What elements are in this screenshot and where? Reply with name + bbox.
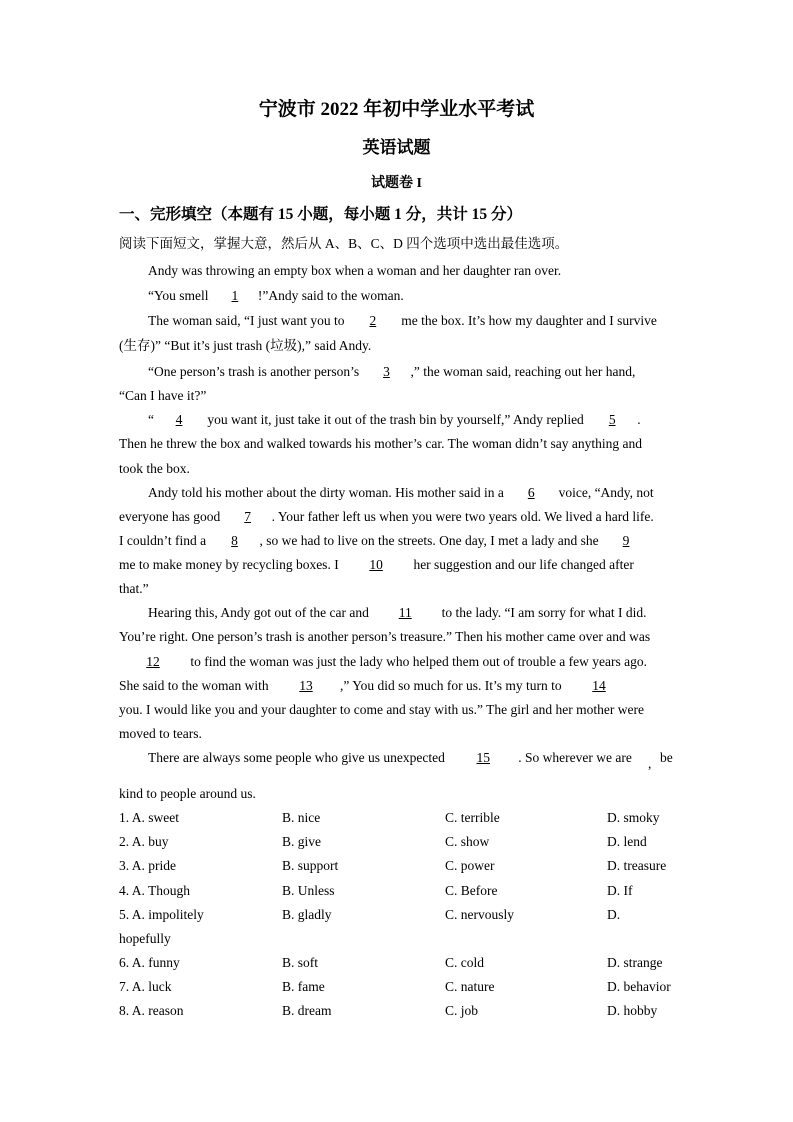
blank-6[interactable]: 6	[527, 485, 535, 500]
blank-13[interactable]: 13	[299, 678, 313, 693]
section-heading: 一、完形填空（本题有 15 小题，每小题 1 分，共计 15 分）	[119, 206, 523, 223]
passage-line: kind to people around us.	[119, 786, 256, 801]
option-b[interactable]: B. fame	[282, 979, 325, 994]
passage-line: Hearing this, Andy got out of the car and 11 to the lady. “I am sorry for what I did.	[148, 605, 647, 620]
blank-7[interactable]: 7	[244, 509, 251, 524]
passage-line: 12 to find the woman was just the lady who helped them out of trouble a few years ago.	[119, 653, 647, 671]
passage-line: (生存)” “But it’s just trash (垃圾),” said Andy.	[119, 338, 372, 353]
option-d[interactable]: D. strange	[607, 955, 663, 970]
option-c[interactable]: C. job	[445, 1003, 479, 1018]
subject-title: 英语试题	[362, 138, 431, 157]
passage-line: everyone has good 7 . Your father left us when you were two years old. We lived a hard life.	[119, 509, 654, 524]
passage-line: that.”	[119, 581, 149, 596]
option-d[interactable]: D. smoky	[607, 810, 660, 825]
option-b[interactable]: B. nice	[282, 810, 321, 825]
option-a[interactable]: 1. A. sweet	[119, 810, 179, 825]
passage-line: “One person’s trash is another person’s 3 ,” the woman said, reaching out her hand,	[148, 364, 636, 379]
passage-line: me to make money by recycling boxes. I 10 her suggestion and our life changed after	[119, 557, 634, 572]
blank-9[interactable]: 9	[622, 533, 630, 548]
blank-15[interactable]: 15	[476, 750, 491, 765]
blank-5[interactable]: 5	[608, 412, 616, 427]
option-c[interactable]: C. cold	[445, 955, 484, 970]
passage-line: “You smell 1 !”Andy said to the woman.	[148, 288, 404, 303]
option-c[interactable]: C. nervously	[445, 907, 514, 922]
option-c[interactable]: C. power	[445, 858, 495, 873]
exam-title: 宁波市 2022 年初中学业水平考试	[258, 99, 535, 120]
blank-11[interactable]: 11	[398, 605, 412, 620]
volume-title: 试题卷 I	[371, 176, 422, 191]
option-a[interactable]: 8. A. reason	[119, 1003, 184, 1018]
stray-comma: ,	[648, 756, 652, 771]
option-d[interactable]: D. treasure	[607, 858, 667, 873]
blank-12[interactable]: 12	[146, 654, 160, 669]
option-a[interactable]: 6. A. funny	[119, 955, 180, 970]
passage-line: took the box.	[119, 461, 190, 476]
passage-line: Andy told his mother about the dirty woman. His mother said in a 6 voice, “Andy, not	[148, 485, 654, 500]
passage-line: She said to the woman with 13 ,” You did so much for us. It’s my turn to 14	[119, 677, 633, 695]
option-a[interactable]: 4. A. Though	[119, 883, 191, 898]
option-d[interactable]: D. If	[607, 883, 633, 898]
passage-line: “ 4 you want it, just take it out of the trash bin by yourself,” Andy replied 5 .	[148, 412, 641, 427]
passage-line: Then he threw the box and walked towards his mother’s car. The woman didn’t say anything and	[119, 436, 643, 451]
blank-3[interactable]: 3	[383, 364, 390, 379]
option-a[interactable]: 3. A. pride	[119, 858, 176, 873]
passage-line: Andy was throwing an empty box when a woman and her daughter ran over.	[148, 263, 562, 278]
option-b[interactable]: B. gladly	[282, 907, 332, 922]
option-c[interactable]: C. terrible	[445, 810, 500, 825]
passage-line: The woman said, “I just want you to 2 me the box. It’s how my daughter and I survive	[148, 313, 657, 328]
option-d[interactable]: D.	[607, 907, 621, 922]
passage-line: be	[660, 750, 673, 765]
option-b[interactable]: B. dream	[282, 1003, 332, 1018]
passage-line: “Can I have it?”	[119, 388, 207, 403]
option-a[interactable]: 2. A. buy	[119, 834, 169, 849]
option-d[interactable]: D. lend	[607, 834, 647, 849]
option-d[interactable]: D. behavior	[607, 979, 671, 994]
passage-line: you. I would like you and your daughter to come and stay with us.” The girl and her mother were	[119, 702, 644, 717]
passage-line: moved to tears.	[119, 726, 202, 741]
option-c[interactable]: C. Before	[445, 883, 498, 898]
blank-14[interactable]: 14	[592, 678, 606, 693]
blank-10[interactable]: 10	[369, 557, 383, 572]
passage-line: I couldn’t find a 8 , so we had to live on the streets. One day, I met a lady and she 9	[119, 532, 650, 550]
blank-4[interactable]: 4	[175, 412, 183, 427]
option-b[interactable]: B. give	[282, 834, 321, 849]
option-d-wrap: hopefully	[119, 931, 171, 946]
option-c[interactable]: C. nature	[445, 979, 495, 994]
passage-line: You’re right. One person’s trash is another person’s treasure.” Then his mother came over and was	[119, 629, 651, 644]
option-d[interactable]: D. hobby	[607, 1003, 658, 1018]
option-b[interactable]: B. Unless	[282, 883, 335, 898]
passage-line: There are always some people who give us unexpected 15 . So wherever we are	[148, 750, 632, 765]
blank-1[interactable]: 1	[231, 288, 239, 303]
option-a[interactable]: 5. A. impolitely	[119, 907, 204, 922]
blank-2[interactable]: 2	[369, 313, 377, 328]
option-c[interactable]: C. show	[445, 834, 490, 849]
section-instruction: 阅读下面短文，掌握大意，然后从 A、B、C、D 四个选项中选出最佳选项。	[119, 236, 569, 251]
option-a[interactable]: 7. A. luck	[119, 979, 172, 994]
blank-8[interactable]: 8	[231, 533, 238, 548]
option-b[interactable]: B. soft	[282, 955, 319, 970]
option-b[interactable]: B. support	[282, 858, 339, 873]
